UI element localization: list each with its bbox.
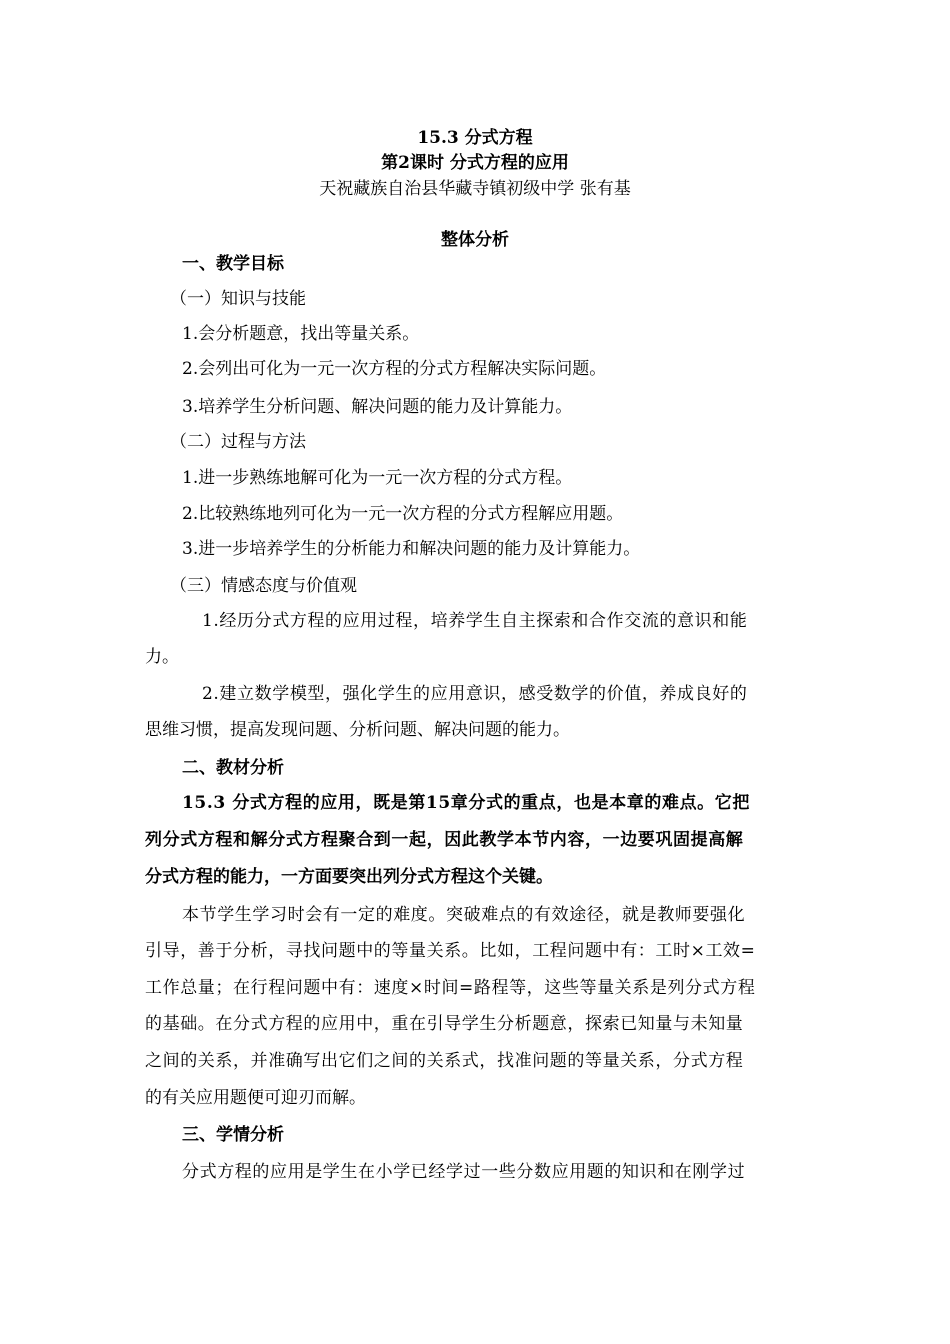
paragraph-line: 1.经历分式方程的应用过程，培养学生自主探索和合作交流的意识和能 [202,611,748,631]
heading-textbook-analysis: 二、教材分析 [182,758,284,778]
paragraph-line: 工作总量；在行程问题中有：速度×时间=路程等，这些等量关系是列分式方程 [145,978,756,998]
list-item: 1.进一步熟练地解可化为一元一次方程的分式方程。 [182,468,573,488]
paragraph-line: 之间的关系，并准确写出它们之间的关系式，找准问题的等量关系，分式方程 [145,1051,744,1071]
paragraph-line: 思维习惯，提高发现问题、分析问题、解决问题的能力。 [145,720,570,740]
list-item: 3.培养学生分析问题、解决问题的能力及计算能力。 [182,397,573,417]
heading-teaching-goals: 一、教学目标 [182,254,284,274]
bold-paragraph-line: 列分式方程和解分式方程聚合到一起，因此教学本节内容，一边要巩固提高解 [145,830,744,850]
paragraph-line: 2.建立数学模型，强化学生的应用意识，感受数学的价值，养成良好的 [202,684,748,704]
list-item: 1.会分析题意，找出等量关系。 [182,324,420,344]
list-item: 2.会列出可化为一元一次方程的分式方程解决实际问题。 [182,359,607,379]
subheading-process: （二）过程与方法 [170,432,306,452]
paragraph-line: 力。 [145,647,179,667]
paragraph-line: 本节学生学习时会有一定的难度。突破难点的有效途径，就是教师要强化 [182,905,746,925]
subheading-knowledge: （一）知识与技能 [170,289,306,309]
bold-paragraph-line: 分式方程的能力，一方面要突出列分式方程这个关键。 [145,867,553,887]
bold-paragraph-line: 15.3 分式方程的应用，既是第15章分式的重点，也是本章的难点。它把 [182,793,750,813]
paragraph-line: 的基础。在分式方程的应用中，重在引导学生分析题意，探索已知量与未知量 [145,1014,744,1034]
author-line: 天祝藏族自治县华藏寺镇初级中学 张有基 [319,179,631,199]
paragraph-line: 引导，善于分析，寻找问题中的等量关系。比如，工程问题中有：工时×工效= [145,941,756,961]
paragraph-line: 的有关应用题便可迎刃而解。 [145,1088,366,1108]
doc-title: 15.3 分式方程 [417,128,533,148]
paragraph-line: 分式方程的应用是学生在小学已经学过一些分数应用题的知识和在刚学过 [182,1162,746,1182]
subheading-attitude: （三）情感态度与价值观 [170,576,357,596]
list-item: 2.比较熟练地列可化为一元一次方程的分式方程解应用题。 [182,504,624,524]
lesson-subtitle: 第2课时 分式方程的应用 [381,153,569,173]
section-heading: 整体分析 [441,230,509,250]
heading-student-analysis: 三、学情分析 [182,1125,284,1145]
list-item: 3.进一步培养学生的分析能力和解决问题的能力及计算能力。 [182,539,641,559]
